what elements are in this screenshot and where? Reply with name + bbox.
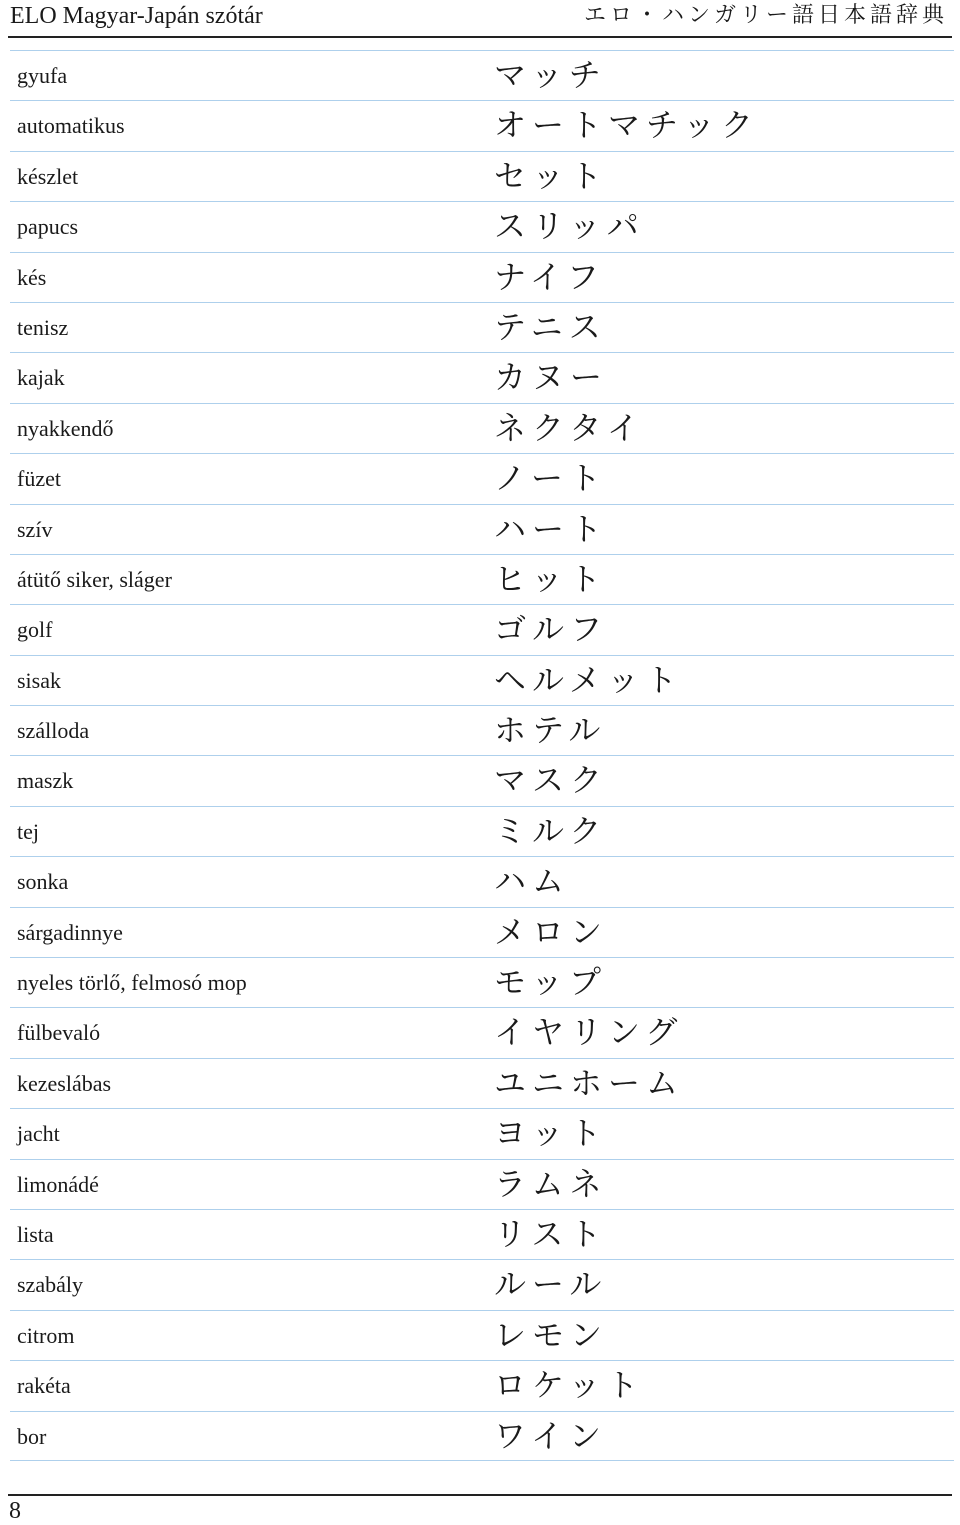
dictionary-title-japanese: エロ・ハンガリー語日本語辞典 bbox=[583, 3, 948, 28]
table-row bbox=[10, 1259, 954, 1309]
table-row bbox=[10, 352, 954, 402]
table-row bbox=[10, 1310, 954, 1360]
hungarian-word: tenisz bbox=[17, 314, 69, 340]
table-row bbox=[10, 806, 954, 856]
table-row bbox=[10, 453, 954, 503]
table-row bbox=[10, 201, 954, 251]
japanese-word: メロン bbox=[494, 912, 609, 951]
japanese-word: カヌー bbox=[494, 358, 609, 397]
table-row bbox=[10, 1411, 954, 1461]
table-row bbox=[10, 554, 954, 604]
table-row bbox=[10, 1159, 954, 1209]
table-row bbox=[10, 1007, 954, 1057]
hungarian-word: sonka bbox=[17, 869, 69, 895]
hungarian-word: kés bbox=[17, 264, 47, 290]
table-row bbox=[10, 604, 954, 654]
hungarian-word: citrom bbox=[17, 1322, 75, 1348]
table-row bbox=[10, 504, 954, 554]
page-number: 8 bbox=[9, 1498, 21, 1524]
japanese-word: ロケット bbox=[494, 1366, 645, 1405]
japanese-word: モップ bbox=[494, 963, 608, 1002]
japanese-word: ハート bbox=[494, 509, 609, 548]
hungarian-word: maszk bbox=[17, 768, 74, 794]
hungarian-word: rakéta bbox=[17, 1373, 71, 1399]
japanese-word: スリッパ bbox=[494, 207, 645, 246]
hungarian-word: füzet bbox=[17, 466, 61, 492]
dictionary-title-hungarian: ELO Magyar-Japán szótár bbox=[10, 3, 263, 29]
table-row bbox=[10, 1058, 954, 1108]
table-row bbox=[10, 151, 954, 201]
hungarian-word: bor bbox=[17, 1423, 47, 1449]
table-row bbox=[10, 957, 954, 1007]
table-row bbox=[10, 655, 954, 705]
hungarian-word: kajak bbox=[17, 365, 65, 391]
japanese-word: マスク bbox=[494, 761, 609, 800]
hungarian-word: szabály bbox=[17, 1272, 83, 1298]
hungarian-word: szálloda bbox=[17, 718, 90, 744]
hungarian-word: lista bbox=[17, 1221, 54, 1247]
hungarian-word: gyufa bbox=[17, 63, 68, 88]
japanese-word: ヒット bbox=[494, 559, 608, 598]
japanese-word: ラムネ bbox=[494, 1164, 608, 1203]
japanese-word: セット bbox=[494, 156, 609, 195]
japanese-word: ルール bbox=[494, 1265, 608, 1304]
vocabulary-table bbox=[10, 50, 954, 1461]
table-row bbox=[10, 1209, 954, 1259]
japanese-word: ヨット bbox=[494, 1114, 608, 1153]
hungarian-word: automatikus bbox=[17, 113, 125, 139]
japanese-word: ハム bbox=[494, 862, 571, 901]
table-row bbox=[10, 856, 954, 906]
page-header bbox=[8, 0, 952, 38]
table-row bbox=[10, 252, 954, 302]
hungarian-word: papucs bbox=[17, 214, 79, 240]
table-row bbox=[10, 1360, 954, 1410]
table-row bbox=[10, 755, 954, 805]
hungarian-word: szív bbox=[17, 516, 53, 542]
table-row bbox=[10, 50, 954, 100]
table-row bbox=[10, 705, 954, 755]
table-row bbox=[10, 1108, 954, 1158]
hungarian-word: golf bbox=[17, 617, 53, 643]
japanese-word: イヤリング bbox=[494, 1013, 684, 1052]
table-row bbox=[10, 302, 954, 352]
japanese-word: ワイン bbox=[494, 1416, 608, 1455]
hungarian-word: nyakkendő bbox=[17, 415, 114, 441]
table-row bbox=[10, 907, 954, 957]
footer-rule bbox=[8, 1494, 952, 1496]
japanese-word: ヘルメット bbox=[494, 660, 684, 699]
japanese-word: ゴルフ bbox=[494, 610, 609, 649]
japanese-word: ユニホーム bbox=[494, 1063, 685, 1102]
japanese-word: レモン bbox=[494, 1315, 609, 1354]
japanese-word: ノート bbox=[494, 459, 608, 498]
japanese-word: ミルク bbox=[494, 811, 608, 850]
hungarian-word: fülbevaló bbox=[17, 1020, 101, 1046]
japanese-word: ネクタイ bbox=[494, 408, 645, 447]
table-row bbox=[10, 403, 954, 453]
japanese-word: リスト bbox=[494, 1214, 608, 1253]
hungarian-word: limonádé bbox=[17, 1171, 99, 1197]
japanese-word: テニス bbox=[494, 307, 607, 346]
table-row bbox=[10, 100, 954, 150]
japanese-word: オートマチック bbox=[494, 106, 760, 145]
japanese-word: ナイフ bbox=[494, 257, 605, 296]
hungarian-word: jacht bbox=[17, 1121, 60, 1147]
hungarian-word: készlet bbox=[17, 163, 79, 189]
japanese-word: マッチ bbox=[494, 56, 607, 94]
hungarian-word: sisak bbox=[17, 667, 61, 693]
hungarian-word: átütő siker, sláger bbox=[17, 566, 172, 592]
hungarian-word: kezeslábas bbox=[17, 1070, 112, 1096]
hungarian-word: nyeles törlő, felmosó mop bbox=[17, 970, 247, 996]
hungarian-word: sárgadinnye bbox=[17, 919, 123, 945]
hungarian-word: tej bbox=[17, 818, 39, 844]
japanese-word: ホテル bbox=[494, 711, 607, 750]
